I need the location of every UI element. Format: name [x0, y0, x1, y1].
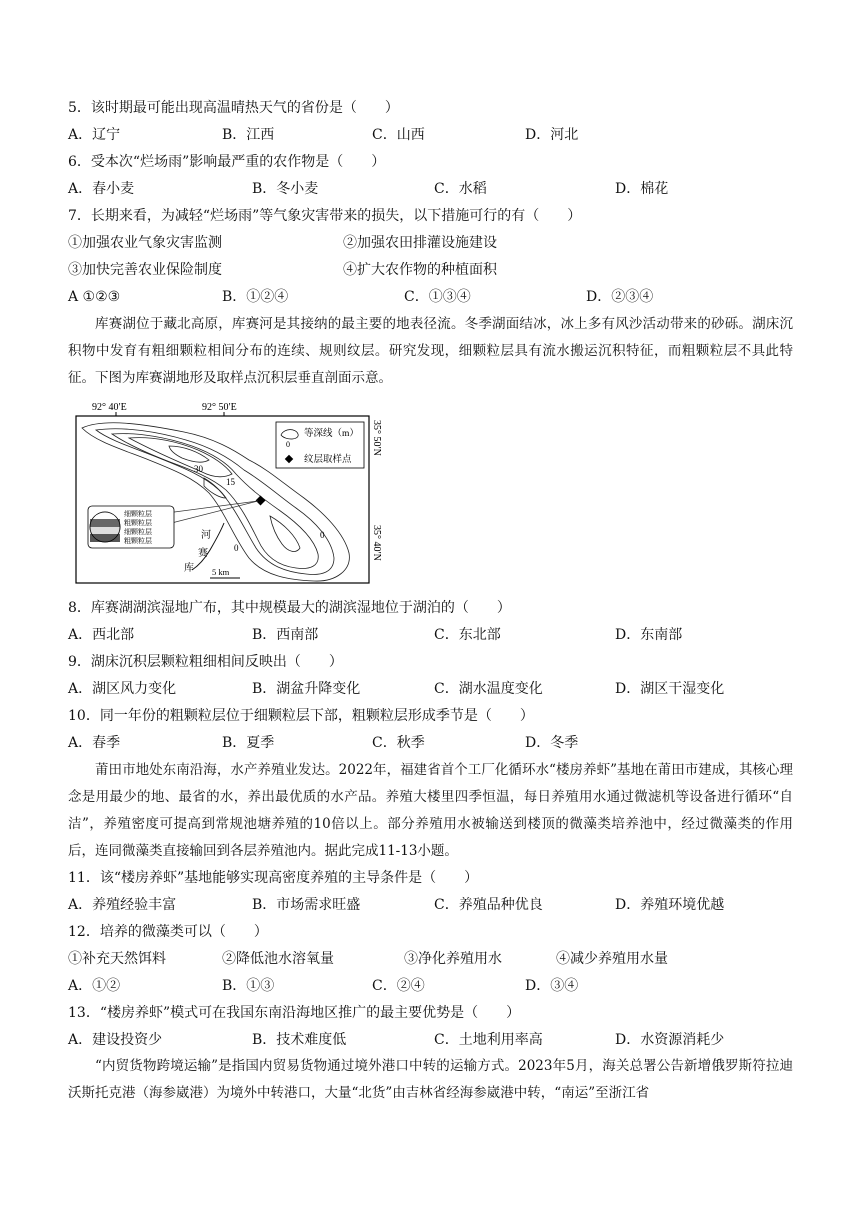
layer-label-1: 细颗粒层: [124, 510, 152, 518]
profile-circle: [90, 512, 120, 542]
contour-label-0b: 0: [320, 530, 325, 540]
layer-label-3: 细颗粒层: [124, 528, 152, 536]
q12-item-4: ④减少养殖用水量: [556, 951, 668, 967]
q13-option-b[interactable]: B．技术难度低: [252, 1032, 347, 1048]
q5-option-a[interactable]: A．辽宁: [68, 127, 121, 143]
q7-item-1: ①加强农业气象灾害监测: [68, 235, 222, 251]
q7-option-a[interactable]: A ①②③: [68, 289, 121, 305]
scale-label: 5 km: [212, 567, 230, 577]
q9-option-a[interactable]: A．湖区风力变化: [68, 681, 177, 697]
q8-option-c[interactable]: C．东北部: [434, 627, 501, 643]
layer-label-2: 粗颗粒层: [124, 519, 152, 527]
q12-option-a[interactable]: A．①②: [68, 978, 121, 994]
q5-stem: 5．该时期最可能出现高温晴热天气的省份是（ ）: [68, 100, 399, 116]
q9-option-c[interactable]: C．湖水温度变化: [434, 681, 543, 697]
q7-stem: 7．长期来看，为减轻“烂场雨”等气象灾害带来的损失，以下措施可行的有（ ）: [68, 208, 582, 224]
q11-stem: 11．该“楼房养虾”基地能够实现高密度养殖的主导条件是（ ）: [68, 870, 479, 886]
passage-shrimp-farming: [68, 757, 793, 865]
q6-option-b[interactable]: B．冬小麦: [252, 181, 319, 197]
passage-cross-border-transport: [68, 1053, 793, 1107]
layer-label-4: 粗颗粒层: [124, 537, 152, 545]
q6-stem: 6．受本次“烂场雨”影响最严重的农作物是（ ）: [68, 154, 386, 170]
q8-option-a[interactable]: A．西北部: [68, 627, 135, 643]
contour-label-30: 30: [194, 464, 203, 474]
q5-option-d[interactable]: D．河北: [525, 127, 579, 143]
lon-label-2: 92° 50′E: [202, 402, 237, 413]
q6-option-d[interactable]: D．棉花: [615, 181, 669, 197]
q8-option-d[interactable]: D．东南部: [615, 627, 683, 643]
q12-stem: 12．培养的微藻类可以（ ）: [68, 924, 268, 940]
q9-stem: 9．湖床沉积层颗粒粗细相间反映出（ ）: [68, 654, 343, 670]
river-label-sai: 赛: [198, 548, 208, 559]
q11-option-b[interactable]: B．市场需求旺盛: [252, 897, 361, 913]
q12-item-3: ③净化养殖用水: [404, 951, 502, 967]
q13-option-a[interactable]: A．建设投资少: [68, 1032, 163, 1048]
lat-label-1: 35° 50′N: [371, 420, 382, 456]
river-label-ku: 库: [184, 563, 194, 574]
q13-option-c[interactable]: C．土地利用率高: [434, 1032, 543, 1048]
river-label-he: 河: [201, 530, 211, 541]
q9-option-b[interactable]: B．湖盆升降变化: [252, 681, 361, 697]
passage-kusai-lake: [68, 311, 793, 392]
q7-item-2: ②加强农田排灌设施建设: [343, 235, 497, 251]
q13-stem: 13．“楼房养虾”模式可在我国东南沿海地区推广的最主要优势是（ ）: [68, 1005, 521, 1021]
q12-option-b[interactable]: B．①③: [222, 978, 275, 994]
q10-option-b[interactable]: B．夏季: [222, 735, 275, 751]
q12-item-2: ②降低池水溶氧量: [222, 951, 334, 967]
q9-option-d[interactable]: D．湖区干湿变化: [615, 681, 725, 697]
contour-label-15: 15: [226, 477, 235, 487]
lat-label-2: 35° 40′N: [371, 525, 382, 561]
q12-item-1: ①补充天然饵料: [68, 951, 166, 967]
q7-option-d[interactable]: D．②③④: [586, 289, 654, 305]
q11-option-c[interactable]: C．养殖品种优良: [434, 897, 543, 913]
passage-transport-text: “内贸货物跨境运输”是指国内贸易货物通过境外港口中转的运输方式。2023年5月，海关总署公告新增俄罗斯符拉迪沃斯托克港（海参崴港）为境外中转港口，大量“北货”由吉林省经海参崴港中转，“南运”至浙江省: [68, 1058, 793, 1101]
q7-option-c[interactable]: C．①③④: [404, 289, 471, 305]
q11-option-d[interactable]: D．养殖环境优越: [615, 897, 725, 913]
q12-option-c[interactable]: C．②④: [372, 978, 425, 994]
sample-point-marker: [256, 496, 266, 506]
q6-option-c[interactable]: C．水稻: [434, 181, 487, 197]
q8-option-b[interactable]: B．西南部: [252, 627, 319, 643]
q10-option-a[interactable]: A．春季: [68, 735, 121, 751]
q6-option-a[interactable]: A．春小麦: [68, 181, 135, 197]
q13-option-d[interactable]: D．水资源消耗少: [615, 1032, 725, 1048]
q7-item-4: ④扩大农作物的种植面积: [343, 262, 497, 278]
legend-sample-label: 纹层取样点: [304, 455, 352, 465]
legend-contour-label: 等深线（m）: [304, 429, 359, 439]
contour-label-0a: 0: [234, 543, 239, 553]
q7-option-b[interactable]: B．①②④: [222, 289, 289, 305]
q11-option-a[interactable]: A．养殖经验丰富: [68, 897, 177, 913]
q12-option-d[interactable]: D．③④: [525, 978, 579, 994]
legend-zero: 0: [286, 440, 290, 449]
q5-option-b[interactable]: B．江西: [222, 127, 275, 143]
q7-item-3: ③加快完善农业保险制度: [68, 262, 222, 278]
q10-option-c[interactable]: C．秋季: [372, 735, 425, 751]
passage-shrimp-text: 莆田市地处东南沿海，水产养殖业发达。2022年，福建省首个工厂化循环水“楼房养虾”基地在莆田市建成，其核心理念是用最少的地、最省的水，养出最优质的水产品。养殖大楼里四季恒温，每日养殖用水通过微滤机等设备进行循环“自洁”，养殖密度可提高到常规池塘养殖的10倍以上。部分养殖用水被输送到楼顶的微藻类培养池中，经过微藻类的作用后，连同微藻类直接输回到各层养殖池内。据此完成11-13小题。: [68, 762, 793, 859]
q10-stem: 10．同一年份的粗颗粒层位于细颗粒层下部，粗颗粒层形成季节是（ ）: [68, 708, 534, 724]
q10-option-d[interactable]: D．冬季: [525, 735, 579, 751]
passage-kusai-text: 库赛湖位于藏北高原，库赛河是其接纳的最主要的地表径流。冬季湖面结冰，冰上多有风沙活动带来的砂砾。湖床沉积物中发育有粗细颗粒相间分布的连续、规则纹层。研究发现，细颗粒层具有流水搬运沉积特征，而粗颗粒层不具此特征。下图为库赛湖地形及取样点沉积层垂直剖面示意。: [68, 316, 793, 386]
q8-stem: 8．库赛湖湖滨湿地广布，其中规模最大的湖滨湿地位于湖泊的（ ）: [68, 600, 511, 616]
q5-option-c[interactable]: C．山西: [372, 127, 425, 143]
kusai-lake-map: [74, 398, 382, 588]
lon-label-1: 92° 40′E: [92, 402, 127, 413]
